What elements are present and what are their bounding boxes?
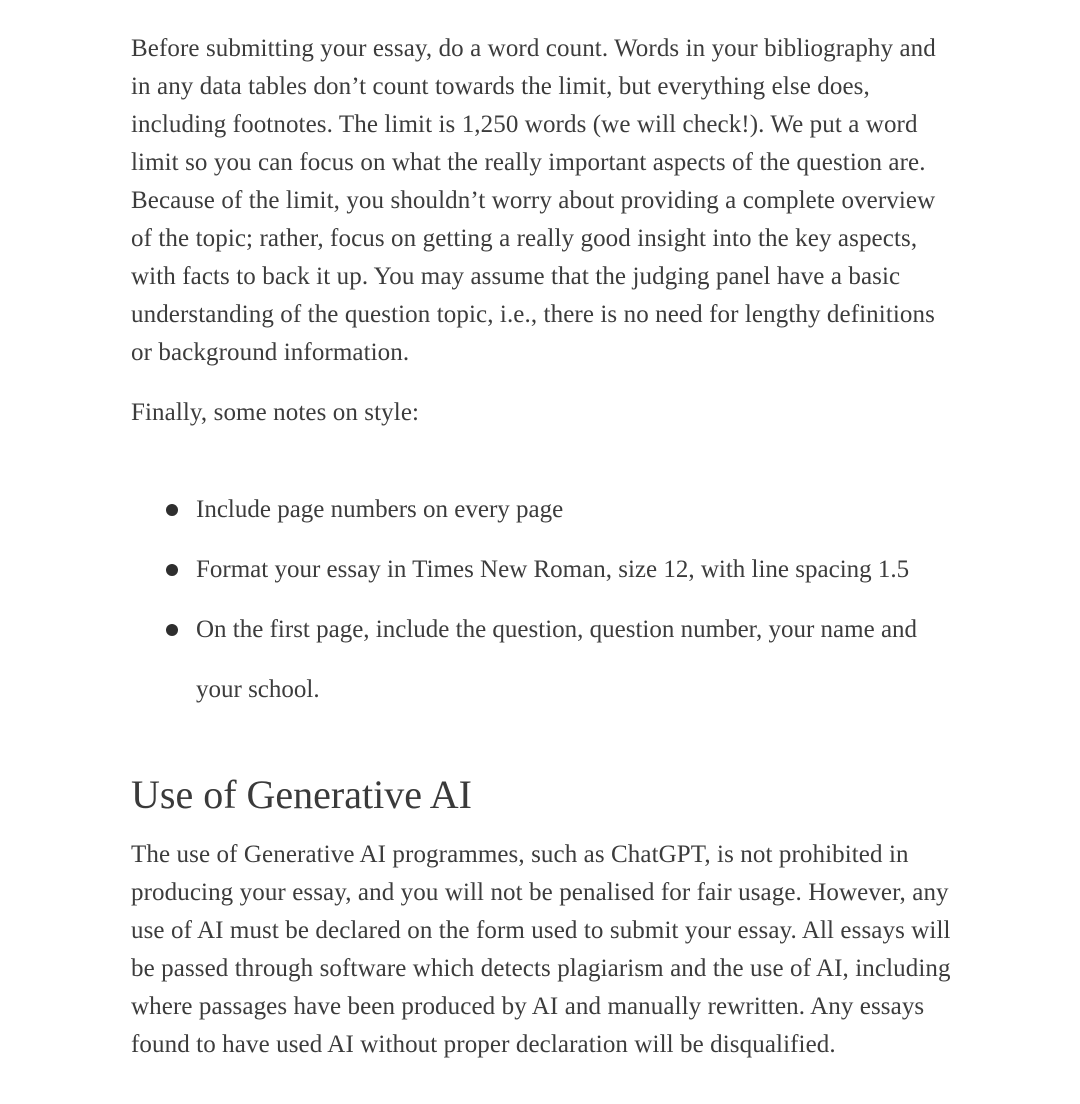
list-item xyxy=(131,540,961,600)
list-item-text: Format your essay in Times New Roman, size 12, with line spacing 1.5 xyxy=(196,556,910,583)
generative-ai-paragraph: The use of Generative AI programmes, such as ChatGPT, is not prohibited in producing your essay, and you will not be penalised for fair usage. However, any use of AI must be declared on the form used to submit your essay. All essays will be passed through software which detects plagiarism and the use of AI, including where passages have been produced by AI and manually rewritten. Any essays found to have used AI without proper declaration will be disqualified. xyxy=(131,841,951,1058)
article-content xyxy=(131,28,961,1064)
bullet-icon xyxy=(166,564,178,576)
bullet-icon xyxy=(166,504,178,516)
style-notes-list xyxy=(131,480,961,720)
section-heading: Use of Generative AI xyxy=(131,772,472,817)
list-item-text: Include page numbers on every page xyxy=(196,496,564,523)
bullet-icon xyxy=(166,624,178,636)
list-item xyxy=(131,600,961,720)
list-item-text: On the first page, include the question, question number, your name and your school. xyxy=(196,616,918,703)
list-item xyxy=(131,480,961,540)
style-notes-intro: Finally, some notes on style: xyxy=(131,399,420,426)
word-count-paragraph: Before submitting your essay, do a word count. Words in your bibliography and in any data tables don’t count towards the limit, but everything else does, including footnotes. The limit is 1,250 words (we will check!). We put a word limit so you can focus on what the really important aspects of the question are. Because of the limit, you shouldn’t worry about providing a complete overview of the topic; rather, focus on getting a really good insight into the key aspects, with facts to back it up. You may assume that the judging panel have a basic understanding of the question topic, i.e., there is no need for lengthy definitions or background information. xyxy=(131,35,936,366)
